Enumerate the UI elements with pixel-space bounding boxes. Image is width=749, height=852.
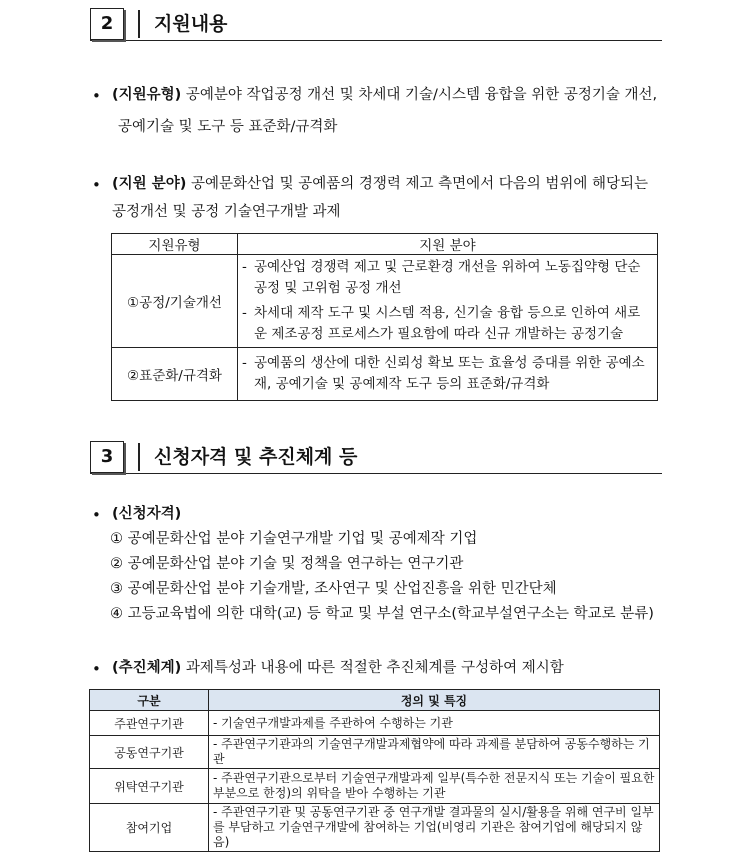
system-table [89,689,660,852]
support-type-cell: ②표준화/규격화 [112,348,238,401]
support-field-cell [238,255,658,348]
table-header: 지원 분야 [238,234,658,255]
support-field-paragraph [112,170,648,198]
definition-cell: - 주관연구기관 및 공동연구기관 중 연구개발 결과물의 실시/활용을 위해 연구비 일부를 부담하고 기술연구개발에 참여하는 기업(비영리 기관은 참여기업에 해당되지 않음) [209,804,660,852]
support-type-line2: 공예기술 및 도구 등 표준화/규격화 [118,119,338,135]
support-type-label: (지원유형) [112,87,182,103]
support-type-table [111,233,658,401]
table-row [90,736,660,769]
table-header: 구분 [90,690,209,711]
support-field-line2: 공정개선 및 공정 기술연구개발 과제 [112,204,341,220]
table-row [90,769,660,804]
section-divider [138,443,140,471]
section-divider [138,10,140,38]
bullet-icon: • [92,660,101,678]
list-item: ① 공예문화산업 분야 기술연구개발 기업 및 공예제작 기업 [110,531,478,547]
bullet-icon: • [92,87,101,105]
role-cell: 공동연구기관 [90,736,209,769]
role-cell: 참여기업 [90,804,209,852]
definition-cell: - 기술연구개발과제를 주관하여 수행하는 기관 [209,711,660,736]
table-header: 정의 및 특징 [209,690,660,711]
section-number: 3 [90,441,124,473]
table-row [90,804,660,852]
role-cell: 위탁연구기관 [90,769,209,804]
list-item: ② 공예문화산업 분야 기술 및 정책을 연구하는 연구기관 [110,556,464,572]
section-number: 2 [90,8,124,40]
definition-cell: - 주관연구기관과의 기술연구개발과제협약에 따라 과제를 분담하여 공동수행하는 기관 [209,736,660,769]
support-field-label: (지원 분야) [112,176,187,192]
support-field-cell [238,348,658,401]
table-header-row [112,234,658,255]
support-type-paragraph [112,81,657,109]
list-item: ④ 고등교육법에 의한 대학(교) 등 학교 및 부설 연구소(학교부설연구소는 학교로 분류) [110,606,654,622]
role-cell: 주관연구기관 [90,711,209,736]
list-item: ③ 공예문화산업 분야 기술개발, 조사연구 및 산업진흥을 위한 민간단체 [110,581,557,597]
table-row [112,348,658,401]
section-title: 신청자격 및 추진체계 등 [154,446,358,468]
section-title: 지원내용 [154,13,228,35]
table-header-row [90,690,660,711]
system-paragraph [112,654,564,682]
eligibility-label: (신청자격) [112,506,182,522]
table-row [90,711,660,736]
list-item: - 차세대 제작 도구 및 시스템 적용, 신기술 융합 등으로 인하여 새로운 제조공정 프로세스가 필요함에 따라 신규 개발하는 공정기술 [242,305,641,342]
support-field-text: 공예문화산업 및 공예품의 경쟁력 제고 측면에서 다음의 범위에 해당되는 [186,176,649,192]
table-row [112,255,658,348]
definition-cell: - 주관연구기관으로부터 기술연구개발과제 일부(특수한 전문지식 또는 기술이 필요한 부분으로 한정)의 위탁을 받아 수행하는 기관 [209,769,660,804]
bullet-icon: • [92,176,101,194]
section-2-header [90,8,662,41]
table-header: 지원유형 [112,234,238,255]
system-label: (추진체계) [112,660,182,676]
support-type-cell: ①공정/기술개선 [112,255,238,348]
bullet-icon: • [92,506,101,524]
support-type-text: 공예분야 작업공정 개선 및 차세대 기술/시스템 융합을 위한 공정기술 개선, [181,87,658,103]
system-text: 과제특성과 내용에 따른 적절한 추진체계를 구성하여 제시함 [181,660,564,676]
section-3-header [90,441,662,474]
list-item: - 공예품의 생산에 대한 신뢰성 확보 또는 효율성 증대를 위한 공예소재, 공예기술 및 공예제작 도구 등의 표준화/규격화 [242,355,645,392]
list-item: - 공예산업 경쟁력 제고 및 근로환경 개선을 위하여 노동집약형 단순 공정 및 고위험 공정 개선 [242,259,641,296]
